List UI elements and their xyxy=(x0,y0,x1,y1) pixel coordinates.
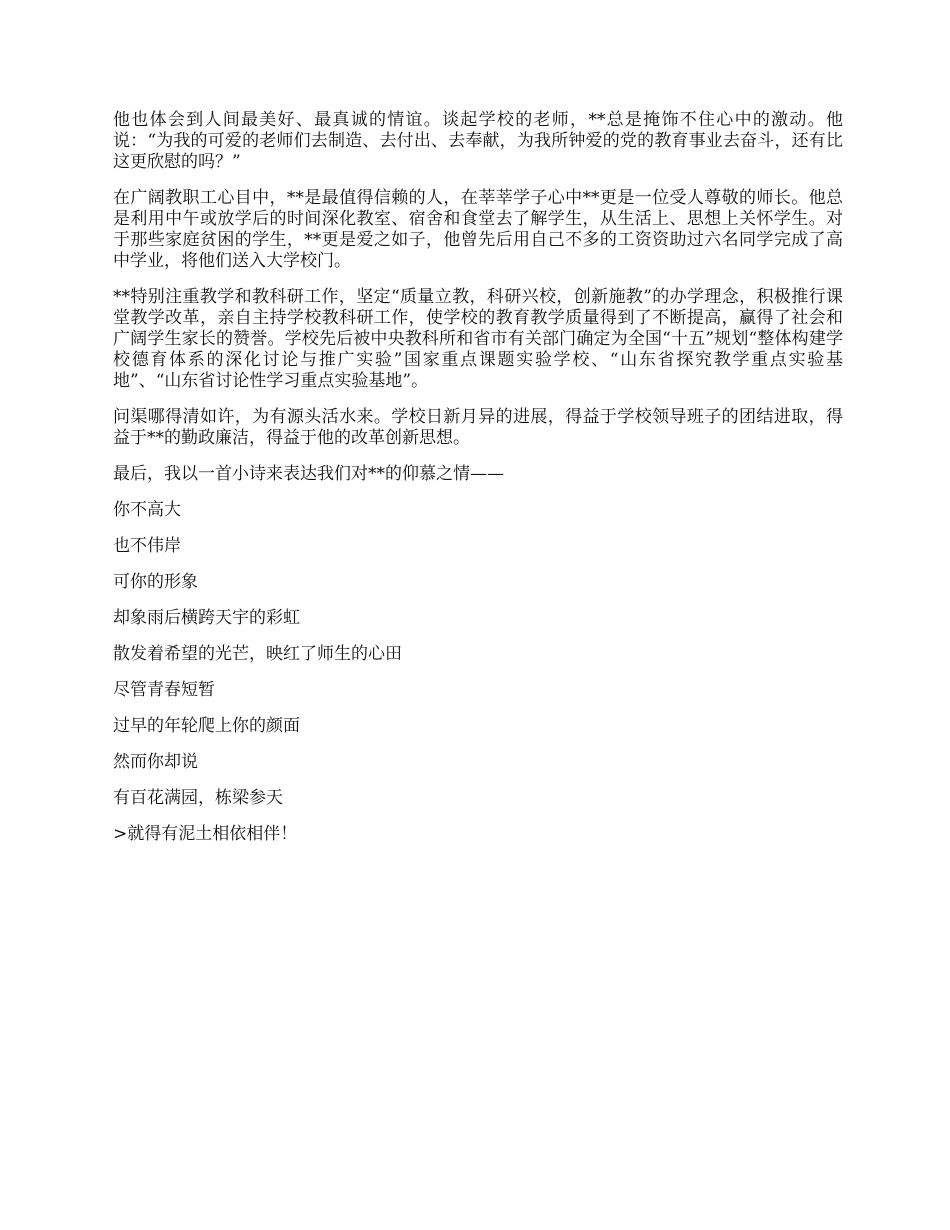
poem-line-5: 散发着希望的光芒，映红了师生的心田 xyxy=(113,644,402,664)
poem-line-3: 可你的形象 xyxy=(113,572,198,592)
paragraph-1: 他也体会到人间最美好、最真诚的情谊。谈起学校的老师，**总是掩饰不住心中的激动。他说：“为我的可爱的老师们去制造、去付出、去奉献，为我所钟爱的党的教育事业去奋斗，还有比这更欣慰的吗？” xyxy=(113,110,843,172)
paragraph-5: 最后，我以一首小诗来表达我们对**的仰慕之情—— xyxy=(113,464,504,484)
paragraph-2: 在广阔教职工心目中，**是最值得信赖的人，在莘莘学子心中**更是一位受人尊敬的师长。他总是利用中午或放学后的时间深化教室、宿舍和食堂去了解学生，从生活上、思想上关怀学生。对于那些家庭贫困的学生，**更是爱之如子，他曾先后用自己不多的工资资助过六名同学完成了高中学业，将他们送入大学校门。 xyxy=(113,188,843,271)
poem-line-7: 过早的年轮爬上你的颜面 xyxy=(113,716,300,736)
poem xyxy=(113,500,843,845)
paragraph-4: 问渠哪得清如许，为有源头活水来。学校日新月异的进展，得益于学校领导班子的团结进取，得益于**的勤政廉洁，得益于他的改革创新思想。 xyxy=(113,407,843,448)
poem-line-4: 却象雨后横跨天宇的彩虹 xyxy=(113,608,300,628)
poem-line-6: 尽管青春短暂 xyxy=(113,680,215,700)
poem-line-2: 也不伟岸 xyxy=(113,536,181,556)
poem-line-10: >就得有泥土相依相伴！ xyxy=(113,824,298,844)
poem-line-1: 你不高大 xyxy=(113,500,181,520)
paragraph-3: **特别注重教学和教科研工作，坚定“质量立教，科研兴校，创新施教”的办学理念，积极推行课堂教学改革，亲自主持学校教科研工作，使学校的教育教学质量得到了不断提高，赢得了社会和广阔学生家长的赞誉。学校先后被中央教科所和省市有关部门确定为全国“十五”规划“整体构建学校德育体系的深化讨论与推广实验”国家重点课题实验学校、“山东省探究教学重点实验基地”、“山东省讨论性学习重点实验基地”。 xyxy=(113,287,843,391)
document-body xyxy=(113,110,843,860)
poem-line-9: 有百花满园，栋梁参天 xyxy=(113,788,283,808)
poem-line-8: 然而你却说 xyxy=(113,752,198,772)
